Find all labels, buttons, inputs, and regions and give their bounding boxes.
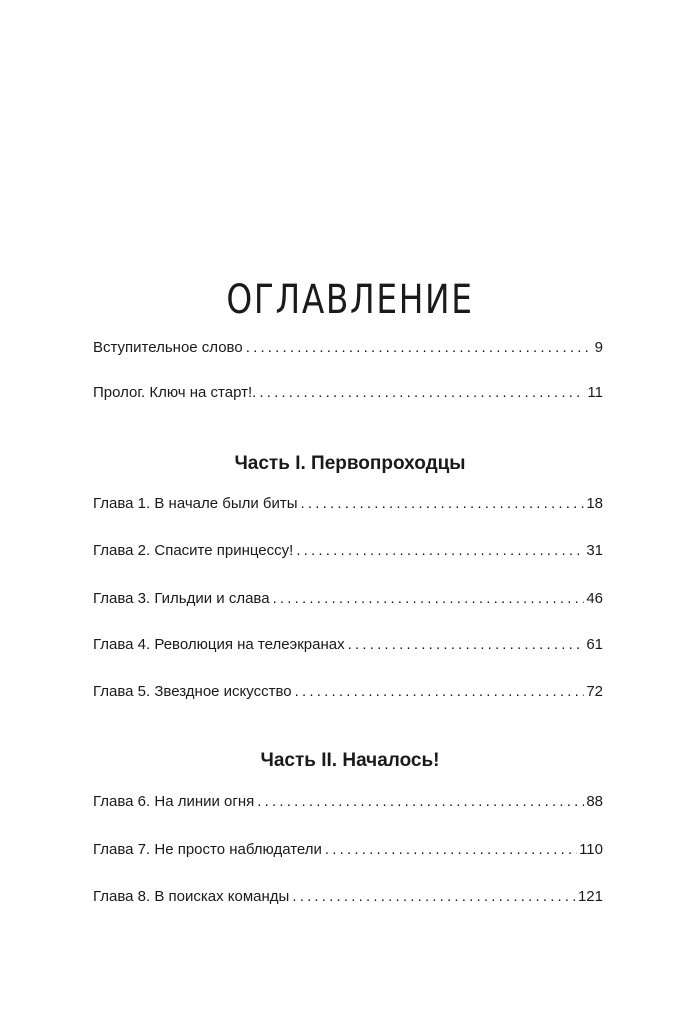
entry-page-number: 72: [586, 683, 603, 700]
toc-entry-prologue: [93, 383, 603, 403]
entry-page-number: 46: [586, 590, 603, 607]
part-heading-1: Часть I. Первопроходцы: [234, 453, 466, 474]
entry-page-number: 9: [594, 339, 603, 356]
entry-label: Глава 6. На линии огня: [93, 793, 255, 810]
entry-page-number: 31: [586, 542, 603, 559]
entry-page-number: 88: [586, 793, 603, 810]
toc-entry-chapter-6: [93, 792, 603, 812]
entry-page-number: 18: [586, 495, 603, 512]
entry-page-number: 110: [579, 841, 603, 858]
toc-entry-chapter-3: [93, 589, 603, 609]
toc-entry-chapter-5: [93, 682, 603, 702]
dot-leader: [296, 541, 584, 561]
entry-label: Глава 8. В поисках команды: [93, 888, 290, 905]
entry-label: Пролог. Ключ на старт!.: [93, 384, 257, 401]
dot-leader: [348, 635, 585, 655]
part-heading-2: Часть II. Началось!: [260, 750, 440, 771]
toc-entry-chapter-4: [93, 635, 603, 655]
entry-page-number: 61: [586, 636, 603, 653]
entry-label: Глава 2. Спасите принцессу!: [93, 542, 294, 559]
dot-leader: [295, 682, 585, 702]
toc-entry-chapter-2: [93, 541, 603, 561]
entry-label: Глава 3. Гильдии и слава: [93, 590, 270, 607]
entry-label: Глава 1. В начале были биты: [93, 495, 298, 512]
toc-title: ОГЛАВЛЕНИЕ: [226, 277, 474, 323]
dot-leader: [273, 589, 585, 609]
entry-page-number: 121: [577, 888, 603, 905]
dot-leader: [301, 494, 585, 514]
dot-leader: [257, 792, 584, 812]
entry-label: Глава 4. Революция на телеэкранах: [93, 636, 345, 653]
dot-leader: [259, 383, 585, 403]
entry-page-number: 11: [587, 384, 603, 401]
toc-entry-chapter-8: [93, 887, 603, 907]
toc-entry-chapter-7: [93, 840, 603, 860]
toc-entry-chapter-1: [93, 494, 603, 514]
dot-leader: [292, 887, 576, 907]
dot-leader: [325, 840, 577, 860]
entry-label: Вступительное слово: [93, 339, 243, 356]
entry-label: Глава 7. Не просто наблюдатели: [93, 841, 322, 858]
entry-label: Глава 5. Звездное искусство: [93, 683, 292, 700]
toc-entry-intro: [93, 338, 603, 358]
dot-leader: [246, 338, 593, 358]
